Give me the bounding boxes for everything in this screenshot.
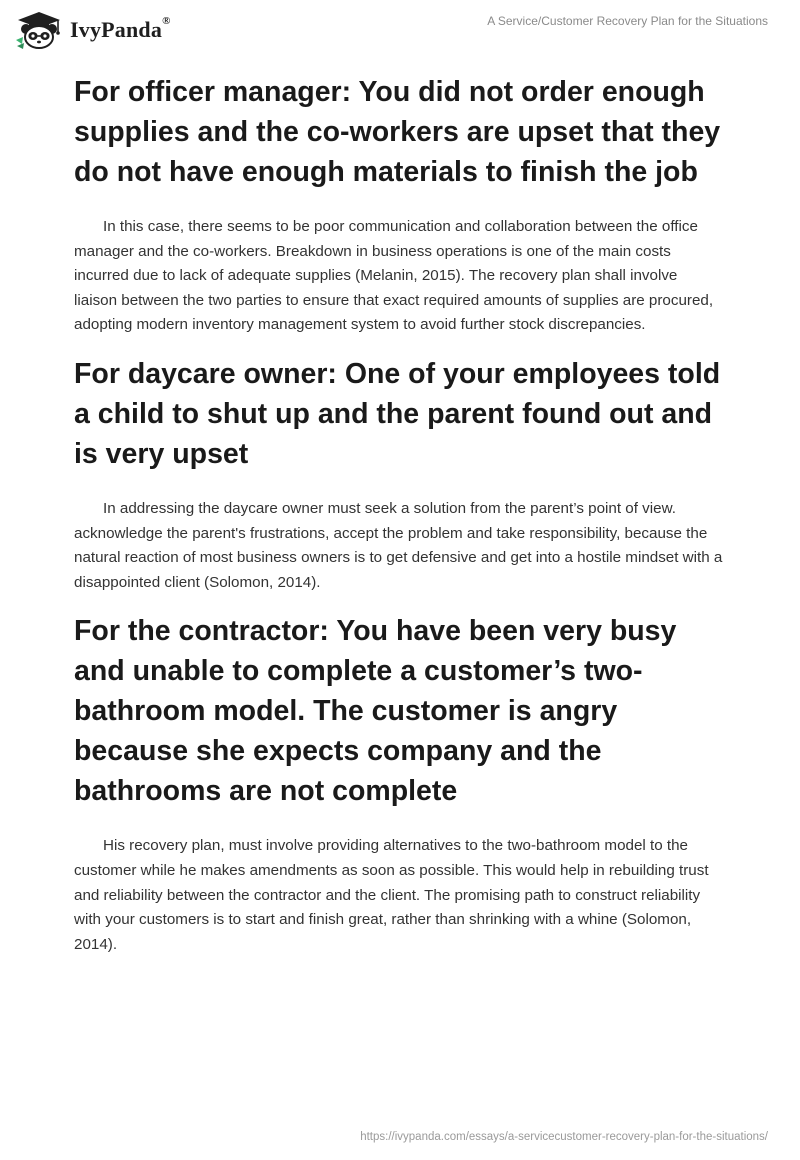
document-title: A Service/Customer Recovery Plan for the Situations — [487, 14, 768, 28]
section-heading-daycare-owner: For daycare owner: One of your employees told a child to shut up and the parent found out and is very upset — [74, 357, 721, 470]
brand-logo[interactable] — [14, 10, 171, 50]
footer-url-link[interactable]: https://ivypanda.com/essays/a-servicecustomer-recovery-plan-for-the-situations/ — [360, 1131, 768, 1143]
section-heading-office-manager: For officer manager: You did not order enough supplies and the co-workers are upset that they do not have enough materials to finish the job — [74, 76, 721, 188]
section-paragraph-contractor: His recovery plan, must involve providing alternatives to the two-bathroom model to the customer while he makes amendments as soon as possible. This would help in rebuilding trust and reliability between the contractor and the client. The promising path to construct reliability with your customers is to start and finish great, rather than shrinking with a whine (Solomon, 2014). — [74, 837, 709, 953]
panda-logo-icon — [14, 10, 64, 50]
section-paragraph-office-manager: In this case, there seems to be poor communication and collaboration between the office manager and the co-workers. Breakdown in business operations is one of the main costs incurred due to lack of adequate supplies (Melanin, 2015). The recovery plan shall involve liaison between the two parties to ensure that exact required amounts of supplies are procured, adopting modern inventory management system to avoid further stock discrepancies. — [74, 218, 714, 334]
section-paragraph-daycare-owner: In addressing the daycare owner must seek a solution from the parent’s point of view. acknowledge the parent's frustrations, accept the problem and take responsibility, because the natural reaction of most business owners is to get defensive and get into a hostile mindset with a disappointed client (Solomon, 2014). — [74, 499, 723, 591]
page-header — [0, 0, 800, 60]
brand-name: IvyPanda® — [70, 15, 171, 42]
article-content — [74, 72, 724, 957]
section-heading-contractor: For the contractor: You have been very busy and unable to complete a customer’s two-bathroom model. The customer is angry because she expects company and the bathrooms are not complete — [74, 615, 677, 808]
